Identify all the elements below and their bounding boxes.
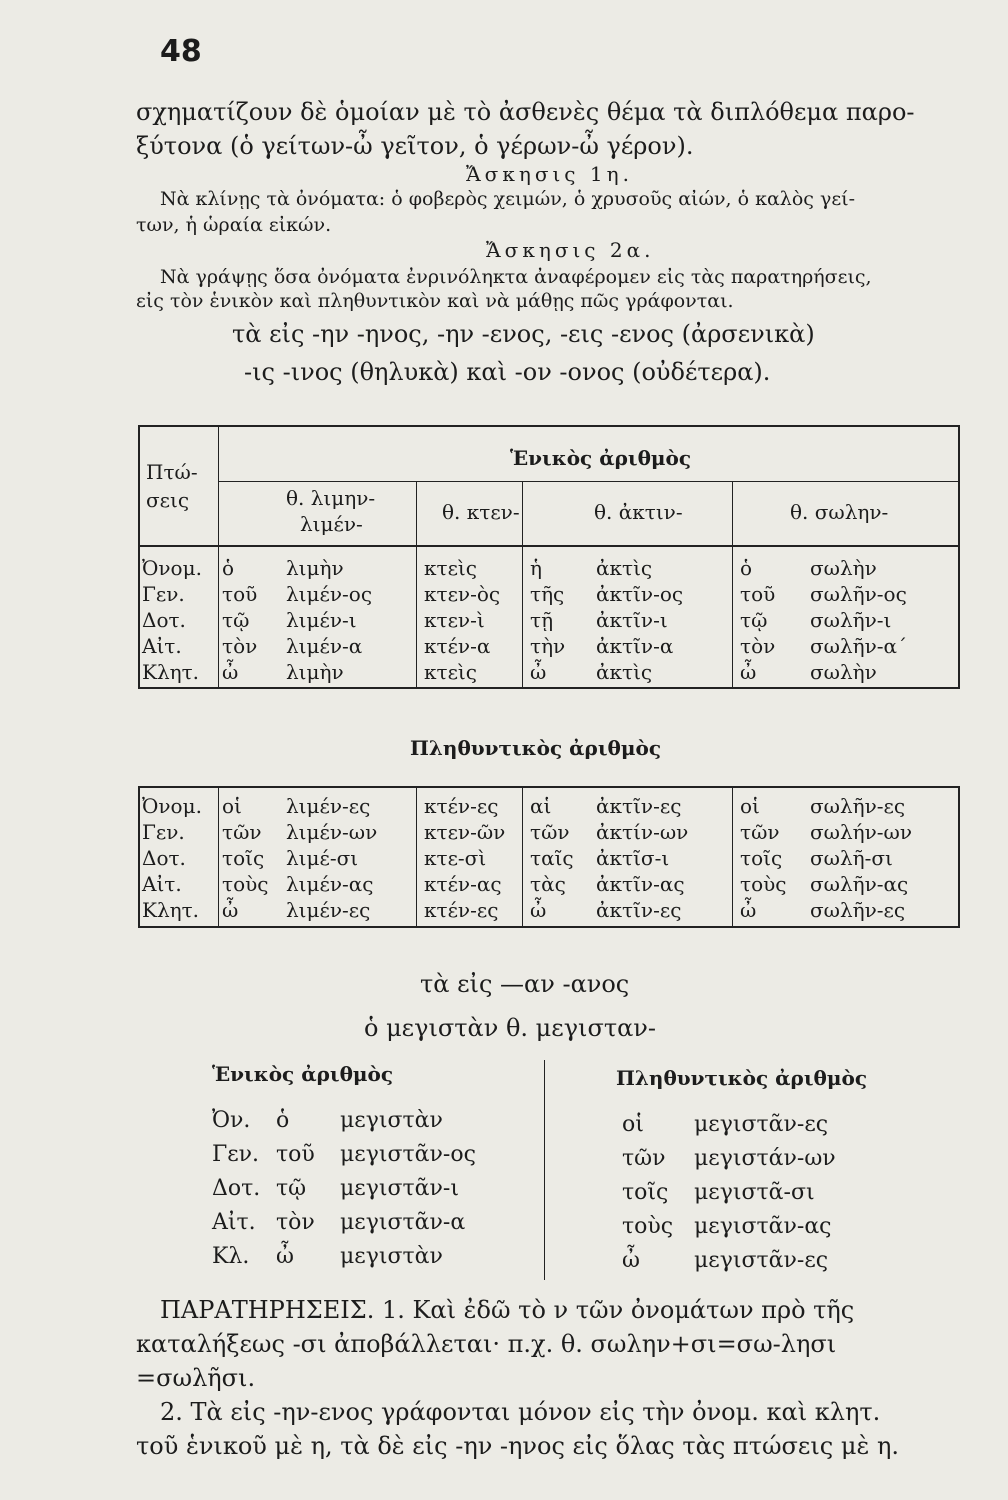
plural-cell-r0-c2: λιμέν-ες <box>286 794 371 818</box>
singular-cell-r0-c7: σωλὴν <box>810 556 877 580</box>
singular-cell-r1-c1: τοῦ <box>222 582 258 606</box>
table2-singular-cell-r2-c0: Δοτ. <box>212 1176 261 1201</box>
singular-cell-r4-c4: ὦ <box>530 660 547 684</box>
page-number: 48 <box>160 34 202 69</box>
plural-cell-r1-c4: τῶν <box>530 820 570 844</box>
table2-singular-cell-r1-c2: μεγιστᾶν-ος <box>340 1142 476 1167</box>
table-1-bottom-border <box>138 926 960 928</box>
table2-singular-cell-r0-c2: μεγιστὰν <box>340 1108 443 1133</box>
exercise-2-line-1: Νὰ γράψῃς ὅσα ὀνόματα ἐνρινόληκτα ἀναφέρομεν εἰς τὰς παρατηρήσεις, <box>160 266 872 288</box>
table-1-top-border <box>138 425 960 427</box>
table-2-singular-title: Ἑνικὸς ἀριθμὸς <box>212 1062 394 1086</box>
singular-cell-r2-c1: τῷ <box>222 608 250 632</box>
table2-plural-cell-r3-c1: μεγιστᾶν-ας <box>694 1214 832 1239</box>
plural-cell-r3-c3: κτέν-ας <box>424 872 502 896</box>
notes-line-3: =σωλῆσι. <box>136 1364 256 1392</box>
notes-line-4: 2. Τὰ εἰς -ην-ενος γράφονται μόνον εἰς τὴν ὀνομ. καὶ κλητ. <box>160 1398 881 1426</box>
notes-line-2: καταλήξεως -σι ἀποβάλλεται· π.χ. θ. σωλην+σι=σω-λησι <box>136 1330 837 1358</box>
table2-plural-cell-r0-c1: μεγιστᾶν-ες <box>694 1112 829 1137</box>
singular-cell-r4-c2: λιμὴν <box>286 660 344 684</box>
singular-cell-r2-c0: Δοτ. <box>142 608 186 632</box>
table2-singular-cell-r2-c1: τῷ <box>276 1176 307 1201</box>
table-1-header-bottom <box>138 545 960 547</box>
table2-singular-cell-r3-c2: μεγιστᾶν-α <box>340 1210 466 1235</box>
singular-cell-r3-c2: λιμέν-α <box>286 634 363 658</box>
table2-plural-cell-r1-c0: τῶν <box>622 1146 666 1171</box>
singular-cell-r2-c5: ἀκτῖν-ι <box>596 608 668 632</box>
singular-cell-r3-c7: σωλῆν-α΄ <box>810 634 908 658</box>
plural-cell-r1-c7: σωλήν-ων <box>810 820 913 844</box>
singular-cell-r0-c5: ἀκτὶς <box>596 556 653 580</box>
exercise-2-title: Ἄσκησις 2α. <box>486 238 655 262</box>
plural-cell-r4-c5: ἀκτῖν-ες <box>596 898 682 922</box>
table-1-singular-bottom <box>138 687 960 689</box>
plural-cell-r1-c1: τῶν <box>222 820 262 844</box>
table-1-right-border <box>958 786 960 926</box>
singular-cell-r1-c2: λιμέν-ος <box>286 582 373 606</box>
plural-cell-r0-c0: Ὀνομ. <box>142 794 202 818</box>
heading-1-line-2: -ις -ινος (θηλυκὰ) καὶ -ον -ονος (οὐδέτερα). <box>244 358 771 386</box>
table-1-plural-top <box>138 786 960 788</box>
plural-cell-r2-c1: τοῖς <box>222 846 265 870</box>
singular-cell-r4-c5: ἀκτὶς <box>596 660 653 684</box>
table2-singular-cell-r4-c0: Κλ. <box>212 1244 250 1269</box>
notes-line-1: ΠΑΡΑΤΗΡΗΣΕΙΣ. 1. Καὶ ἐδῶ τὸ ν τῶν ὀνομάτων πρὸ τῆς <box>160 1296 855 1324</box>
singular-cell-r0-c6: ὁ <box>740 556 753 580</box>
table2-singular-cell-r0-c1: ὁ <box>276 1108 290 1133</box>
table2-plural-cell-r1-c1: μεγιστάν-ων <box>694 1146 836 1171</box>
singular-cell-r3-c4: τὴν <box>530 634 566 658</box>
singular-cell-r1-c4: τῆς <box>530 582 565 606</box>
table2-singular-cell-r2-c2: μεγιστᾶν-ι <box>340 1176 459 1201</box>
singular-title: Ἑνικὸς ἀριθμὸς <box>510 446 692 470</box>
singular-cell-r4-c0: Κλητ. <box>142 660 200 684</box>
singular-cell-r2-c7: σωλῆν-ι <box>810 608 892 632</box>
table-1-stem-divider <box>218 481 960 482</box>
plural-cell-r3-c2: λιμέν-ας <box>286 872 374 896</box>
table2-singular-cell-r1-c1: τοῦ <box>276 1142 315 1167</box>
exercise-1-line-1: Νὰ κλίνῃς τὰ ὀνόματα: ὁ φοβερὸς χειμών, ὁ χρυσοῦς αἰών, ὁ καλὸς γεί- <box>160 188 856 210</box>
singular-cell-r1-c7: σωλῆν-ος <box>810 582 907 606</box>
plural-title: Πληθυντικὸς ἀριθμὸς <box>410 736 662 760</box>
plural-cell-r0-c6: οἱ <box>740 794 760 818</box>
plural-cell-r2-c2: λιμέ-σι <box>286 846 359 870</box>
stem-kten: θ. κτεν- <box>442 500 520 524</box>
singular-cell-r3-c3: κτέν-α <box>424 634 491 658</box>
exercise-1-title: Ἄσκησις 1η. <box>466 162 633 186</box>
table2-singular-cell-r3-c1: τὸν <box>276 1210 315 1235</box>
cases-header-2: σεις <box>146 488 190 512</box>
table-1-col-divider <box>218 786 219 926</box>
plural-cell-r0-c7: σωλῆν-ες <box>810 794 906 818</box>
plural-cell-r2-c6: τοῖς <box>740 846 783 870</box>
plural-cell-r2-c3: κτε-σὶ <box>424 846 487 870</box>
plural-cell-r1-c5: ἀκτίν-ων <box>596 820 689 844</box>
stem-solin: θ. σωλην- <box>790 500 889 524</box>
singular-cell-r4-c3: κτεὶς <box>424 660 477 684</box>
plural-cell-r4-c1: ὦ <box>222 898 239 922</box>
plural-cell-r1-c6: τῶν <box>740 820 780 844</box>
table-1-col-divider <box>732 786 733 926</box>
plural-cell-r3-c0: Αἰτ. <box>142 872 182 896</box>
plural-cell-r3-c6: τοὺς <box>740 872 787 896</box>
table-1-col-divider <box>522 481 523 687</box>
plural-cell-r0-c4: αἱ <box>530 794 552 818</box>
table-1-left-border <box>138 786 140 926</box>
table2-singular-cell-r4-c2: μεγιστὰν <box>340 1244 443 1269</box>
plural-cell-r2-c4: ταῖς <box>530 846 574 870</box>
singular-cell-r3-c6: τὸν <box>740 634 776 658</box>
singular-cell-r2-c2: λιμέν-ι <box>286 608 357 632</box>
table2-plural-cell-r2-c0: τοῖς <box>622 1180 669 1205</box>
plural-cell-r0-c1: οἱ <box>222 794 242 818</box>
heading-2-line-1: τὰ εἰς —αν -ανος <box>420 970 630 998</box>
table-1-right-border <box>958 425 960 687</box>
plural-cell-r1-c0: Γεν. <box>142 820 185 844</box>
singular-cell-r3-c1: τὸν <box>222 634 258 658</box>
table2-plural-cell-r4-c0: ὦ <box>622 1248 640 1273</box>
table-2-divider <box>544 1060 545 1280</box>
table-1-col-divider <box>522 786 523 926</box>
stem-limin: θ. λιμην- <box>286 486 376 510</box>
singular-cell-r1-c6: τοῦ <box>740 582 776 606</box>
heading-2-line-2: ὁ μεγιστὰν θ. μεγισταν- <box>364 1014 657 1042</box>
stem-limin-2: λιμέν- <box>300 512 363 536</box>
table2-singular-cell-r3-c0: Αἰτ. <box>212 1210 256 1235</box>
plural-cell-r3-c5: ἀκτῖν-ας <box>596 872 685 896</box>
singular-cell-r0-c3: κτεὶς <box>424 556 477 580</box>
plural-cell-r4-c4: ὦ <box>530 898 547 922</box>
plural-cell-r3-c1: τοὺς <box>222 872 269 896</box>
plural-cell-r3-c7: σωλῆν-ας <box>810 872 909 896</box>
table2-plural-cell-r2-c1: μεγιστᾶ-σι <box>694 1180 815 1205</box>
heading-1-line-1: τὰ εἰς -ην -ηνος, -ην -ενος, -εις -ενος (ἀρσενικὰ) <box>232 320 815 348</box>
exercise-2-line-2: εἰς τὸν ἑνικὸν καὶ πληθυντικὸν καὶ νὰ μάθῃς πῶς γράφονται. <box>136 290 734 312</box>
table-1-left-border <box>138 425 140 687</box>
table2-plural-cell-r3-c0: τοὺς <box>622 1214 674 1239</box>
plural-cell-r1-c2: λιμέν-ων <box>286 820 378 844</box>
plural-cell-r4-c7: σωλῆν-ες <box>810 898 906 922</box>
stem-aktin: θ. ἀκτιν- <box>594 500 683 524</box>
table2-singular-cell-r0-c0: Ὀν. <box>212 1108 251 1133</box>
singular-cell-r4-c1: ὦ <box>222 660 239 684</box>
plural-cell-r2-c0: Δοτ. <box>142 846 186 870</box>
singular-cell-r2-c4: τῇ <box>530 608 554 632</box>
table2-plural-cell-r4-c1: μεγιστᾶν-ες <box>694 1248 829 1273</box>
plural-cell-r0-c5: ἀκτῖν-ες <box>596 794 682 818</box>
plural-cell-r2-c5: ἀκτῖσ-ι <box>596 846 670 870</box>
table-1-col-divider <box>732 481 733 687</box>
notes-line-5: τοῦ ἑνικοῦ μὲ η, τὰ δὲ εἰς -ην -ηνος εἰς ὅλας τὰς πτώσεις μὲ η. <box>136 1432 899 1460</box>
singular-cell-r4-c7: σωλὴν <box>810 660 877 684</box>
singular-cell-r0-c2: λιμὴν <box>286 556 344 580</box>
singular-cell-r2-c6: τῷ <box>740 608 768 632</box>
exercise-1-line-2: των, ἡ ὡραία εἰκών. <box>136 214 332 236</box>
singular-cell-r2-c3: κτεν-ὶ <box>424 608 485 632</box>
table-2-plural-title: Πληθυντικὸς ἀριθμὸς <box>616 1066 868 1090</box>
plural-cell-r4-c2: λιμέν-ες <box>286 898 371 922</box>
singular-cell-r0-c0: Ὀνομ. <box>142 556 202 580</box>
singular-cell-r1-c5: ἀκτῖν-ος <box>596 582 684 606</box>
intro-line-1: σχηματίζουν δὲ ὁμοίαν μὲ τὸ ἀσθενὲς θέμα τὰ διπλόθεμα παρο- <box>136 98 915 126</box>
singular-cell-r0-c1: ὁ <box>222 556 235 580</box>
table2-singular-cell-r1-c0: Γεν. <box>212 1142 260 1167</box>
singular-cell-r1-c3: κτεν-ὸς <box>424 582 501 606</box>
plural-cell-r4-c0: Κλητ. <box>142 898 200 922</box>
plural-cell-r4-c6: ὦ <box>740 898 757 922</box>
singular-cell-r1-c0: Γεν. <box>142 582 185 606</box>
plural-cell-r0-c3: κτέν-ες <box>424 794 499 818</box>
singular-cell-r0-c4: ἡ <box>530 556 542 580</box>
cases-header: Πτώ- <box>146 460 198 484</box>
table2-plural-cell-r0-c0: οἱ <box>622 1112 644 1137</box>
plural-cell-r4-c3: κτέν-ες <box>424 898 499 922</box>
plural-cell-r1-c3: κτεν-ῶν <box>424 820 506 844</box>
singular-cell-r3-c5: ἀκτῖν-α <box>596 634 674 658</box>
singular-cell-r4-c6: ὦ <box>740 660 757 684</box>
table-1-col-divider <box>416 481 417 687</box>
table-1-col-divider <box>218 425 219 687</box>
plural-cell-r3-c4: τὰς <box>530 872 566 896</box>
singular-cell-r3-c0: Αἰτ. <box>142 634 182 658</box>
table-1-col-divider <box>416 786 417 926</box>
plural-cell-r2-c7: σωλῆ-σι <box>810 846 893 870</box>
table2-singular-cell-r4-c1: ὦ <box>276 1244 294 1269</box>
intro-line-2: ξύτονα (ὁ γείτων-ὦ γεῖτον, ὁ γέρων-ὦ γέρον). <box>136 132 694 160</box>
